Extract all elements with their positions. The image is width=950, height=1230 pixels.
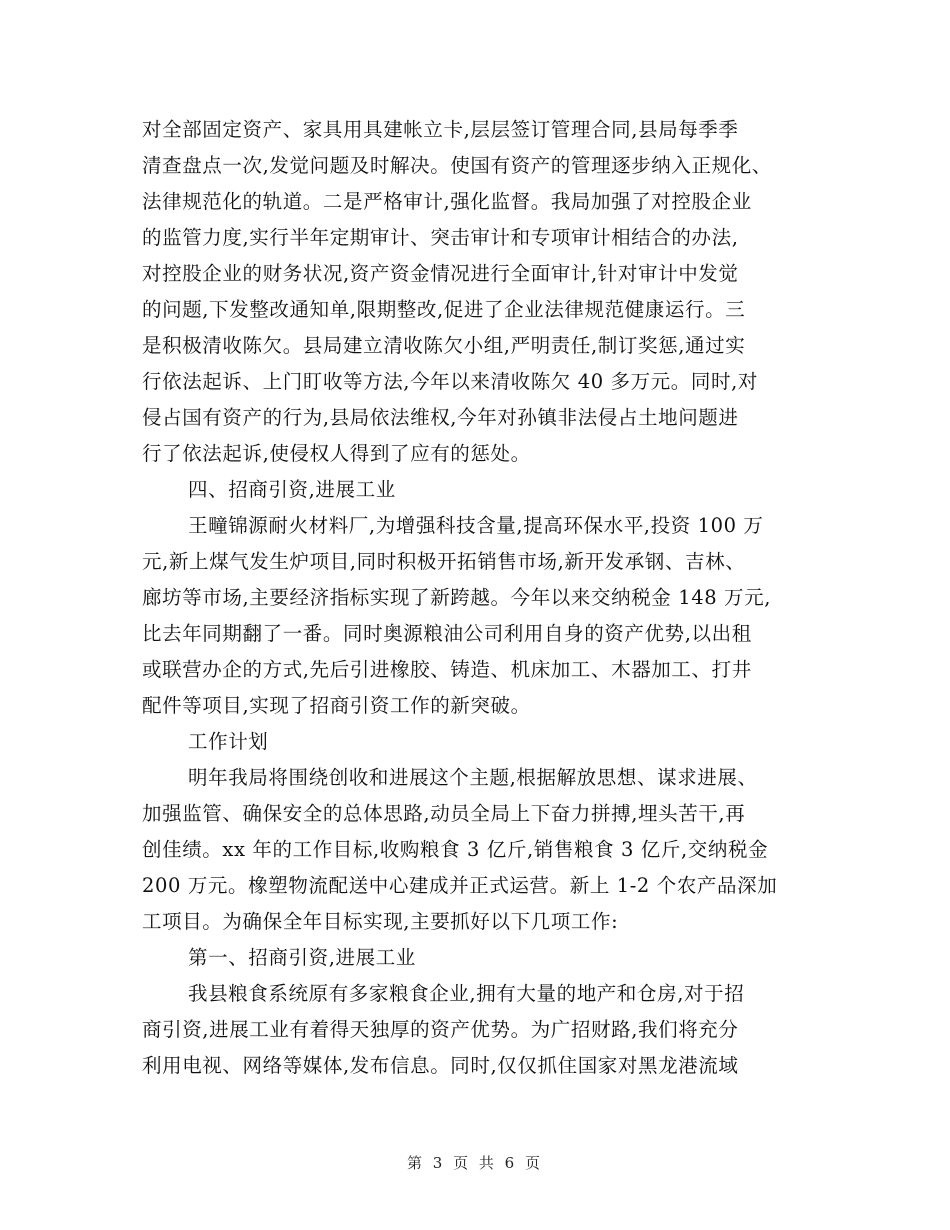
text-line: 清查盘点一次,发觉问题及时解决。使国有资产的管理逐步纳入正规化、: [142, 154, 772, 177]
text-line: 工项目。为确保全年目标实现,主要抓好以下几项工作:: [142, 910, 619, 933]
text-line: 加强监管、确保安全的总体思路,动员全局上下奋力拼搏,埋头苦干,再: [142, 802, 746, 825]
text-line: 侵占国有资产的行为,县局依法维权,今年对孙镇非法侵占土地问题进: [142, 406, 739, 429]
section-heading-1: 第一、招商引资,进展工业: [188, 946, 416, 969]
section-heading-4: 四、招商引资,进展工业: [188, 478, 396, 501]
paragraph-first-line: 王疃锦源耐火材料厂,为增强科技含量,提高环保水平,投资 100 万: [188, 514, 764, 537]
text-line: 的问题,下发整改通知单,限期整改,促进了企业法律规范健康运行。三: [142, 298, 746, 321]
text-line: 的监管力度,实行半年定期审计、突击审计和专项审计相结合的办法,: [142, 226, 739, 249]
text-line: 创佳绩。xx 年的工作目标,收购粮食 3 亿斤,销售粮食 3 亿斤,交纳税金: [142, 838, 769, 861]
section-heading-work-plan: 工作计划: [188, 730, 269, 753]
document-body: [142, 112, 810, 1084]
text-line: 对控股企业的财务状况,资产资金情况进行全面审计,针对审计中发觉: [142, 262, 739, 285]
text-line: 廊坊等市场,主要经济指标实现了新跨越。今年以来交纳税金 148 万元,: [142, 586, 772, 609]
page-number-footer: 第 3 页 共 6 页: [407, 1154, 543, 1172]
text-line: 配件等项目,实现了招商引资工作的新突破。: [142, 694, 531, 717]
text-line: 利用电视、网络等媒体,发布信息。同时,仅仅抓住国家对黑龙港流域: [142, 1054, 739, 1077]
text-line: 比去年同期翻了一番。同时奥源粮油公司利用自身的资产优势,以出租: [142, 622, 752, 645]
text-line: 或联营办企的方式,先后引进橡胶、铸造、机床加工、木器加工、打井: [142, 658, 752, 681]
text-line: 行依法起诉、上门盯收等方法,今年以来清收陈欠 40 多万元。同时,对: [142, 370, 759, 393]
text-line: 元,新上煤气发生炉项目,同时积极开拓销售市场,新开发承钢、吉林、: [142, 550, 746, 573]
text-line: 200 万元。橡塑物流配送中心建成并正式运营。新上 1-2 个农产品深加: [142, 874, 778, 897]
text-line: 对全部固定资产、家具用具建帐立卡,层层签订管理合同,县局每季季: [142, 118, 739, 141]
paragraph-first-line: 我县粮食系统原有多家粮食企业,拥有大量的地产和仓房,对于招: [188, 982, 745, 1005]
text-line: 商引资,进展工业有着得天独厚的资产优势。为广招财路,我们将充分: [142, 1018, 739, 1041]
text-line: 法律规范化的轨道。二是严格审计,强化监督。我局加强了对控股企业: [142, 190, 752, 213]
text-line: 是积极清收陈欠。县局建立清收陈欠小组,严明责任,制订奖惩,通过实: [142, 334, 746, 357]
text-line: 行了依法起诉,使侵权人得到了应有的惩处。: [142, 442, 531, 465]
paragraph-first-line: 明年我局将围绕创收和进展这个主题,根据解放思想、谋求进展、: [188, 766, 758, 789]
